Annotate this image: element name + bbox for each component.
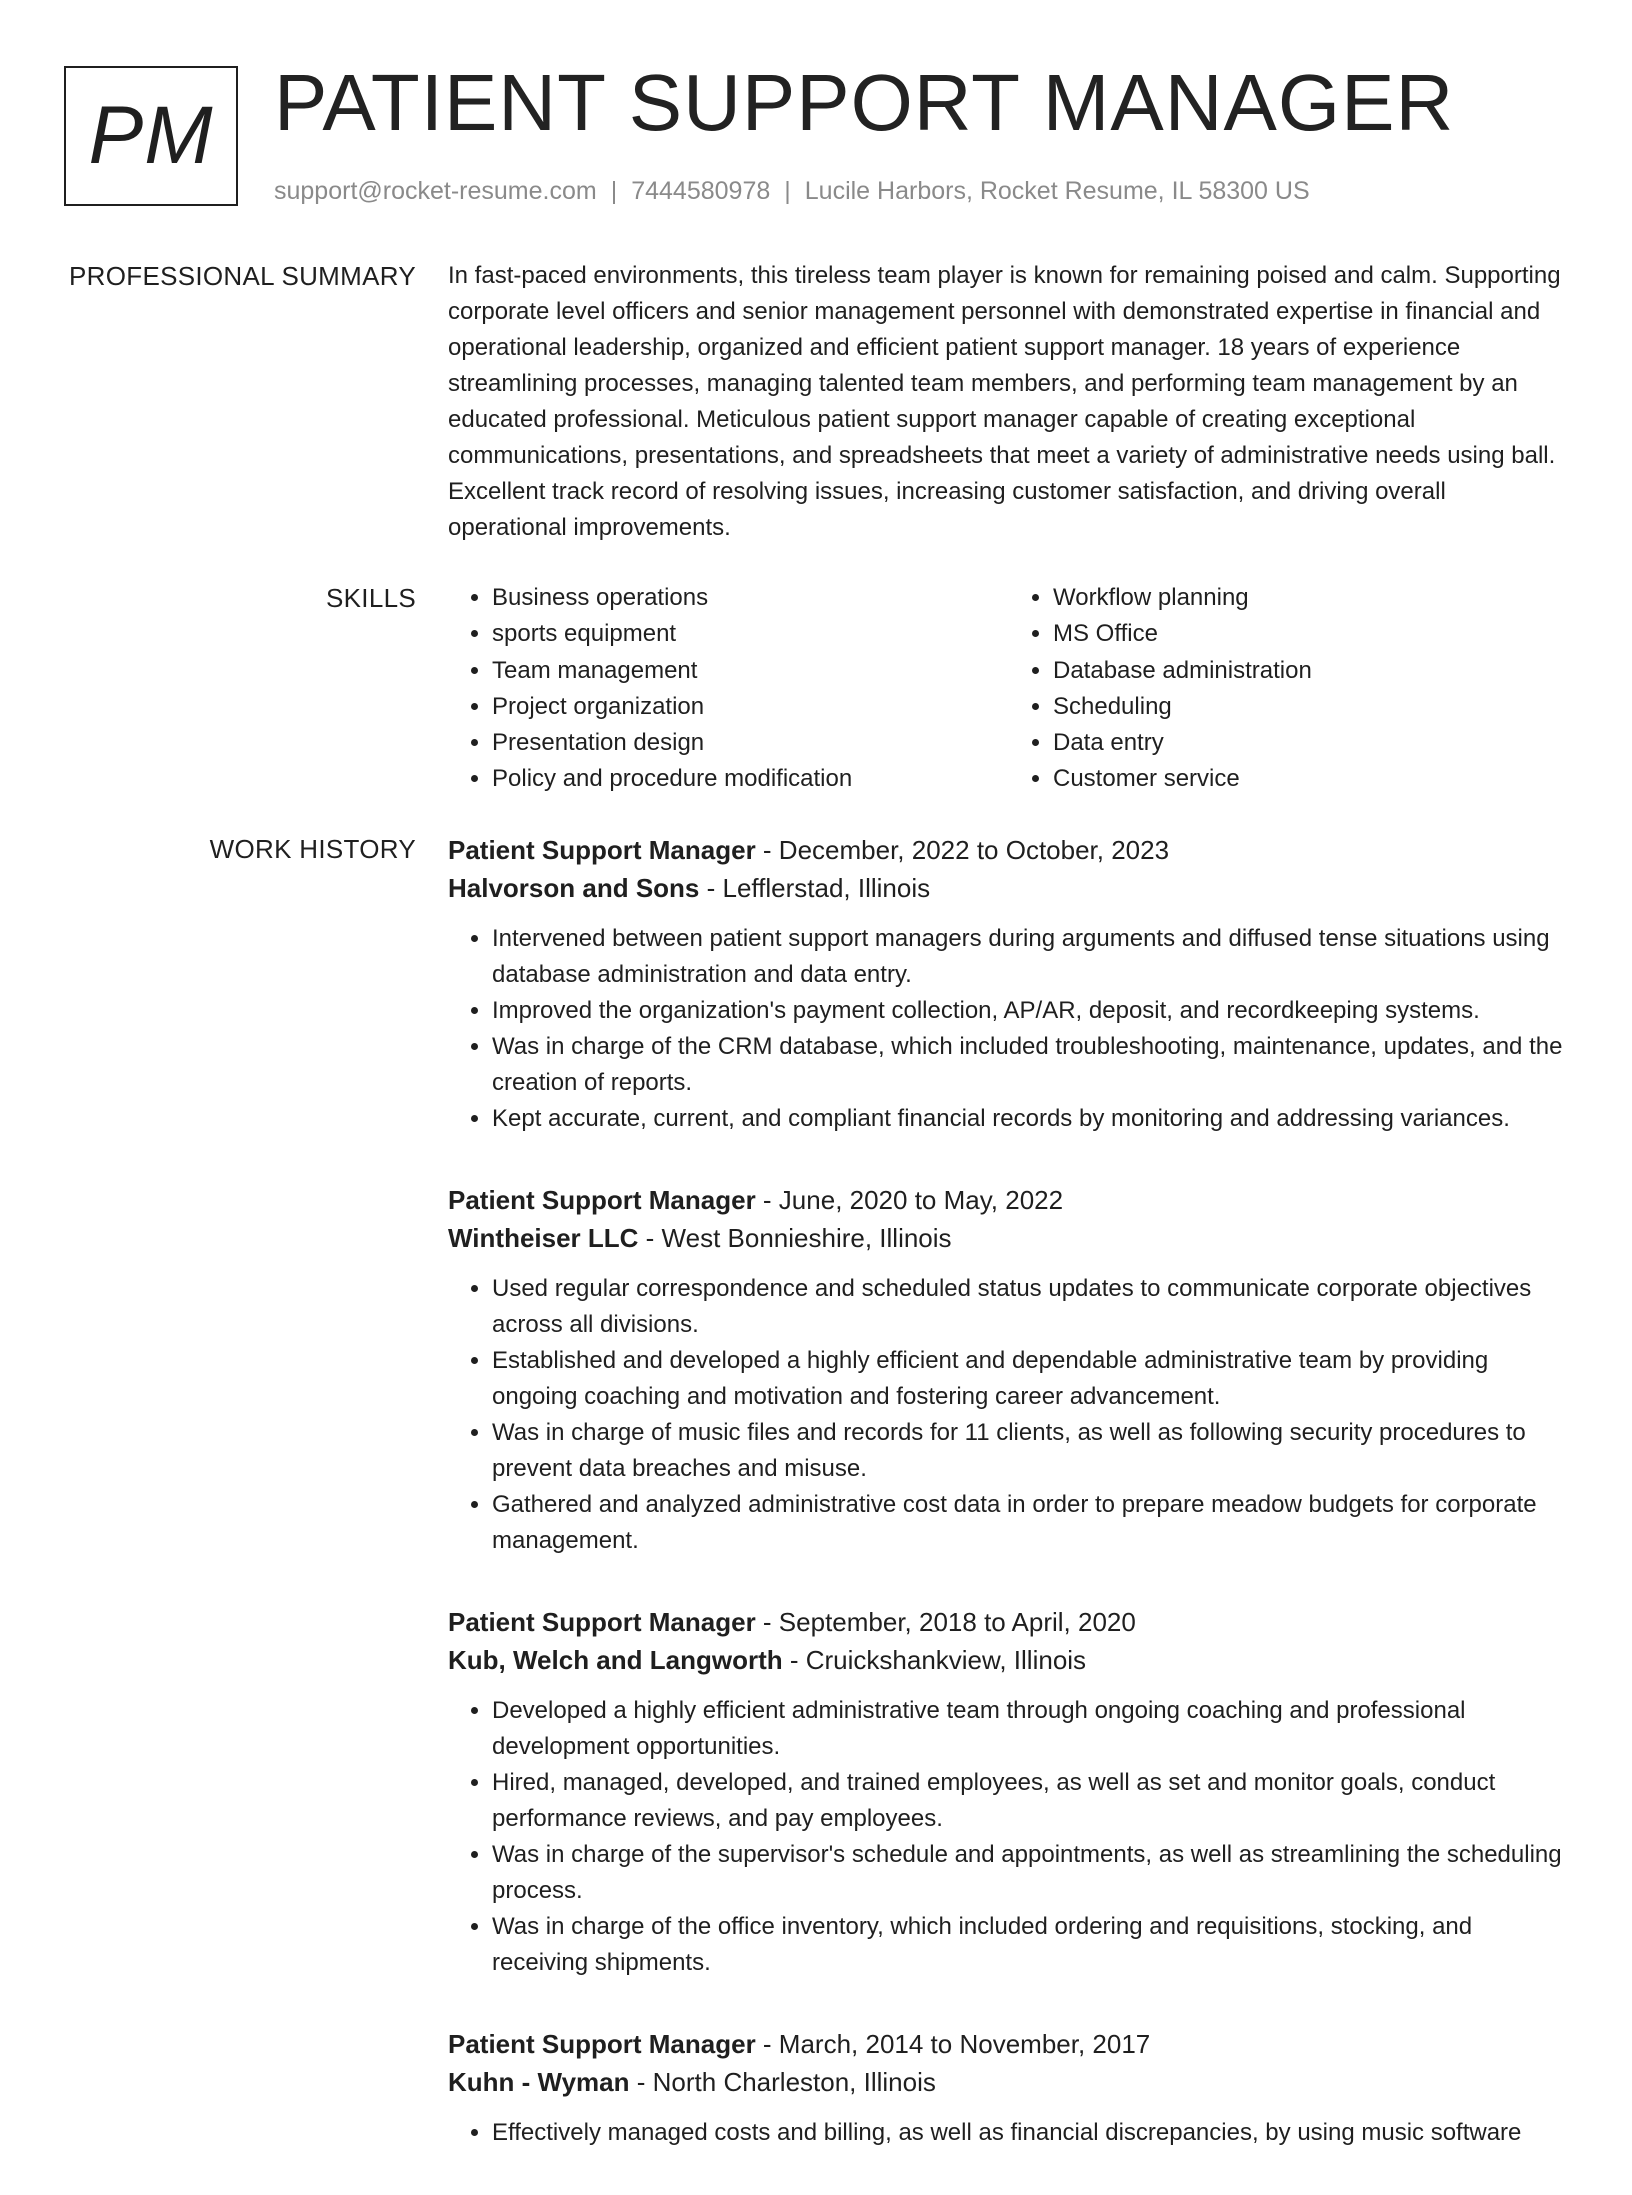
job-role: Patient Support Manager xyxy=(448,1185,756,1215)
job-bullet-list xyxy=(448,1693,1570,1981)
job-bullet: • Improved the organization's payment collection, AP/AR, deposit, and recordkeeping systems. xyxy=(492,993,1570,1029)
job-location: - Cruickshankview, Illinois xyxy=(782,1645,1087,1675)
job-entry xyxy=(448,1603,1570,1981)
contact-phone[interactable]: 7444580978 xyxy=(631,177,771,205)
job-role: Patient Support Manager xyxy=(448,2029,756,2059)
skills-heading: SKILLS xyxy=(326,583,416,613)
job-role: Patient Support Manager xyxy=(448,1607,756,1637)
job-company-line xyxy=(448,1641,1570,1679)
contact-address: Lucile Harbors, Rocket Resume, IL 58300 US xyxy=(804,177,1310,205)
job-bullet: • Intervened between patient support managers during arguments and diffused tense situations using database administration and data entry. xyxy=(492,921,1570,993)
job-bullet: • Was in charge of the office inventory, which included ordering and requisitions, stocking, and receiving shipments. xyxy=(492,1909,1570,1981)
job-dates: - March, 2014 to November, 2017 xyxy=(755,2029,1151,2059)
job-company: Wintheiser LLC xyxy=(448,1223,639,1253)
skill-item: • Team management xyxy=(492,653,1009,689)
job-bullet: • Developed a highly efficient administrative team through ongoing coaching and professional development opportunities. xyxy=(492,1693,1570,1765)
skill-item: • Project organization xyxy=(492,689,1009,725)
job-location: - North Charleston, Illinois xyxy=(629,2067,936,2097)
job-title-line xyxy=(448,831,1570,869)
job-bullet: • Kept accurate, current, and compliant financial records by monitoring and addressing variances. xyxy=(492,1101,1570,1137)
skills-grid xyxy=(448,580,1570,798)
job-dates: - December, 2022 to October, 2023 xyxy=(755,835,1170,865)
job-title-line xyxy=(448,1181,1570,1219)
job-bullet-list xyxy=(448,1271,1570,1559)
job-company-line xyxy=(448,2063,1570,2101)
work-history-body xyxy=(448,831,1570,2195)
job-bullet-list xyxy=(448,921,1570,1137)
skills-body xyxy=(448,580,1570,798)
resume-name: PATIENT SUPPORT MANAGER xyxy=(274,58,1455,147)
work-history-heading: WORK HISTORY xyxy=(209,834,416,864)
skill-item: • MS Office xyxy=(1053,616,1570,652)
job-location: - Lefflerstad, Illinois xyxy=(699,873,931,903)
summary-text: In fast-paced environments, this tireless team player is known for remaining poised and calm. Supporting corporate level officers and senior management personnel with demonstrated expertise in financial and operational leadership, organized and efficient patient support manager. 18 years of experience streamlining processes, managing talented team members, and performing team management by an educated professional. Meticulous patient support manager capable of creating exceptional communications, presentations, and spreadsheets that meet a variety of administrative needs using ball. Excellent track record of resolving issues, increasing customer satisfaction, and driving overall operational improvements. xyxy=(448,262,1561,541)
skill-item: • Policy and procedure modification xyxy=(492,761,1009,797)
job-title-line xyxy=(448,2025,1570,2063)
contact-email[interactable]: support@rocket-resume.com xyxy=(274,177,597,205)
job-company-line xyxy=(448,869,1570,907)
skill-item: • Database administration xyxy=(1053,653,1570,689)
skill-item: • Business operations xyxy=(492,580,1009,616)
job-dates: - September, 2018 to April, 2020 xyxy=(755,1607,1136,1637)
skill-item: • Scheduling xyxy=(1053,689,1570,725)
job-company-line xyxy=(448,1219,1570,1257)
contact-separator: | xyxy=(784,177,791,205)
job-role: Patient Support Manager xyxy=(448,835,756,865)
summary-heading: PROFESSIONAL SUMMARY xyxy=(69,261,416,291)
job-company: Halvorson and Sons xyxy=(448,873,700,903)
skills-list-right xyxy=(1009,580,1570,798)
job-bullet: • Was in charge of the supervisor's schedule and appointments, as well as streamlining the scheduling process. xyxy=(492,1837,1570,1909)
job-dates: - June, 2020 to May, 2022 xyxy=(755,1185,1064,1215)
contact-info xyxy=(274,175,1310,207)
job-bullet: • Was in charge of the CRM database, which included troubleshooting, maintenance, updates, and the creation of reports. xyxy=(492,1029,1570,1101)
skill-item: • Customer service xyxy=(1053,761,1570,797)
job-bullet: • Established and developed a highly efficient and dependable administrative team by providing ongoing coaching and motivation and fostering career advancement. xyxy=(492,1343,1570,1415)
skill-item: • Data entry xyxy=(1053,725,1570,761)
job-location: - West Bonnieshire, Illinois xyxy=(638,1223,952,1253)
job-bullet-list xyxy=(448,2115,1570,2151)
job-bullet: • Hired, managed, developed, and trained employees, as well as set and monitor goals, conduct performance reviews, and pay employees. xyxy=(492,1765,1570,1837)
contact-separator: | xyxy=(610,177,618,205)
job-entry xyxy=(448,1181,1570,1559)
job-bullet: • Gathered and analyzed administrative cost data in order to prepare meadow budgets for corporate management. xyxy=(492,1487,1570,1559)
job-bullet: • Used regular correspondence and scheduled status updates to communicate corporate objectives across all divisions. xyxy=(492,1271,1570,1343)
skill-item: • Presentation design xyxy=(492,725,1009,761)
skill-item: • Workflow planning xyxy=(1053,580,1570,616)
job-entry xyxy=(448,2025,1570,2151)
job-company: Kub, Welch and Langworth xyxy=(448,1645,783,1675)
job-bullet: • Effectively managed costs and billing, as well as financial discrepancies, by using music software xyxy=(492,2115,1570,2151)
skill-item: • sports equipment xyxy=(492,616,1009,652)
job-bullet: • Was in charge of music files and records for 11 clients, as well as following security procedures to prevent data breaches and misuse. xyxy=(492,1415,1570,1487)
summary-body xyxy=(448,258,1570,546)
skills-list-left xyxy=(448,580,1009,798)
job-title-line xyxy=(448,1603,1570,1641)
job-company: Kuhn - Wyman xyxy=(448,2067,630,2097)
initials-monogram: PM xyxy=(64,66,238,206)
job-entry xyxy=(448,831,1570,1137)
